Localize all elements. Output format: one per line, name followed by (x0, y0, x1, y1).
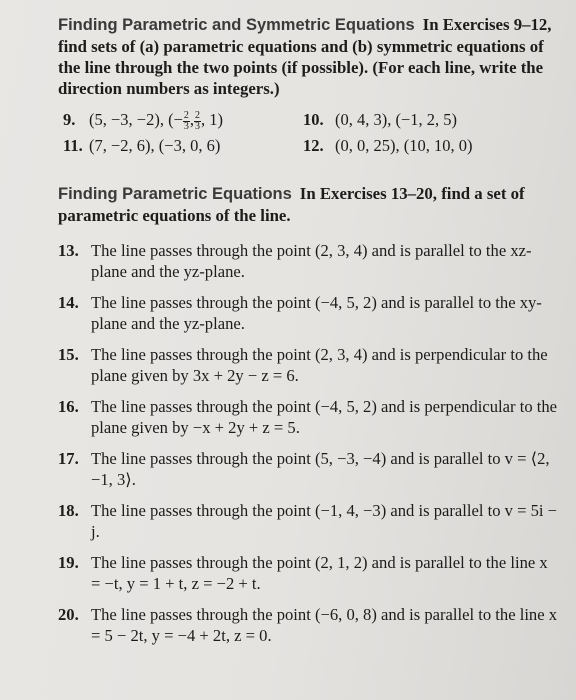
points-text: (5, −3, −2), (− (89, 110, 183, 129)
fraction (183, 111, 190, 132)
fraction (194, 111, 201, 132)
exercise-points: (7, −2, 6), (−3, 0, 6) (89, 136, 221, 155)
exercise-11 (58, 133, 298, 159)
exercise-number: 14. (58, 293, 79, 312)
exercise-text: The line passes through the point (5, −3, −4) and is parallel to v = ⟨2, −1, 3⟩. (91, 449, 550, 489)
exercise-item (58, 552, 558, 594)
points-text: , (189, 110, 195, 129)
section-title: Finding Parametric and Symmetric Equations (58, 16, 415, 34)
section-instruction: In Exercises 13–20, find a set of parametric equations of the line. (58, 184, 525, 225)
exercise-list (58, 240, 558, 646)
exercise-points: (0, 4, 3), (−1, 2, 5) (335, 110, 458, 129)
numerator: 2 (195, 109, 201, 121)
section-heading (58, 183, 558, 226)
exercise-row (58, 133, 558, 159)
exercise-10 (298, 107, 457, 133)
exercise-number: 13. (58, 241, 79, 260)
exercise-text: The line passes through the point (−4, 5, 2) and is parallel to the xy-plane and the yz-plane. (91, 293, 542, 333)
exercise-number: 11. (63, 136, 83, 155)
exercise-item (58, 500, 558, 542)
exercise-number: 18. (58, 501, 79, 520)
exercise-item (58, 240, 558, 282)
exercise-number: 19. (58, 553, 79, 572)
section-symmetric-equations (58, 14, 558, 159)
exercise-points (89, 107, 223, 133)
section-heading (58, 14, 558, 99)
exercise-item (58, 448, 558, 490)
exercise-text: The line passes through the point (−1, 4, −3) and is parallel to v = 5i − j. (91, 501, 558, 541)
exercise-text: The line passes through the point (2, 1, 2) and is parallel to the line x = −t, y = 1 + t, z = −2 + t. (91, 553, 548, 593)
exercise-item (58, 292, 558, 334)
points-text: , 1) (201, 110, 224, 129)
exercise-row (58, 107, 558, 133)
exercise-item (58, 604, 558, 646)
exercise-number: 12. (303, 136, 324, 155)
exercise-item (58, 396, 558, 438)
denominator: 3 (195, 120, 201, 132)
denominator: 3 (183, 120, 189, 132)
exercise-number: 20. (58, 605, 79, 624)
exercise-pairs (58, 107, 558, 159)
exercise-number: 17. (58, 449, 79, 468)
section-parametric-equations (58, 183, 558, 656)
exercise-12 (298, 133, 472, 159)
numerator: 2 (183, 109, 189, 121)
exercise-text: The line passes through the point (−6, 0, 8) and is parallel to the line x = 5 − 2t, y = −4 + 2t, z = 0. (91, 605, 558, 645)
section-instruction: In Exercises 9–12, find sets of (a) parametric equations and (b) symmetric equations of the line through the two points (if possible). (For each line, write the direction numbers as integers.) (58, 15, 552, 98)
exercise-number: 16. (58, 397, 79, 416)
exercise-text: The line passes through the point (2, 3, 4) and is perpendicular to the plane given by 3x + 2y − z = 6. (91, 345, 548, 385)
exercise-item (58, 344, 558, 386)
exercise-number: 10. (303, 110, 324, 129)
exercise-9 (58, 107, 298, 133)
section-title: Finding Parametric Equations (58, 185, 292, 203)
exercise-number: 15. (58, 345, 79, 364)
exercise-text: The line passes through the point (−4, 5, 2) and is perpendicular to the plane given by −x + 2y + z = 5. (91, 397, 558, 437)
exercise-number: 9. (63, 110, 76, 129)
exercise-points: (0, 0, 25), (10, 10, 0) (335, 136, 473, 155)
exercise-text: The line passes through the point (2, 3, 4) and is parallel to the xz-plane and the yz-plane. (91, 241, 532, 281)
